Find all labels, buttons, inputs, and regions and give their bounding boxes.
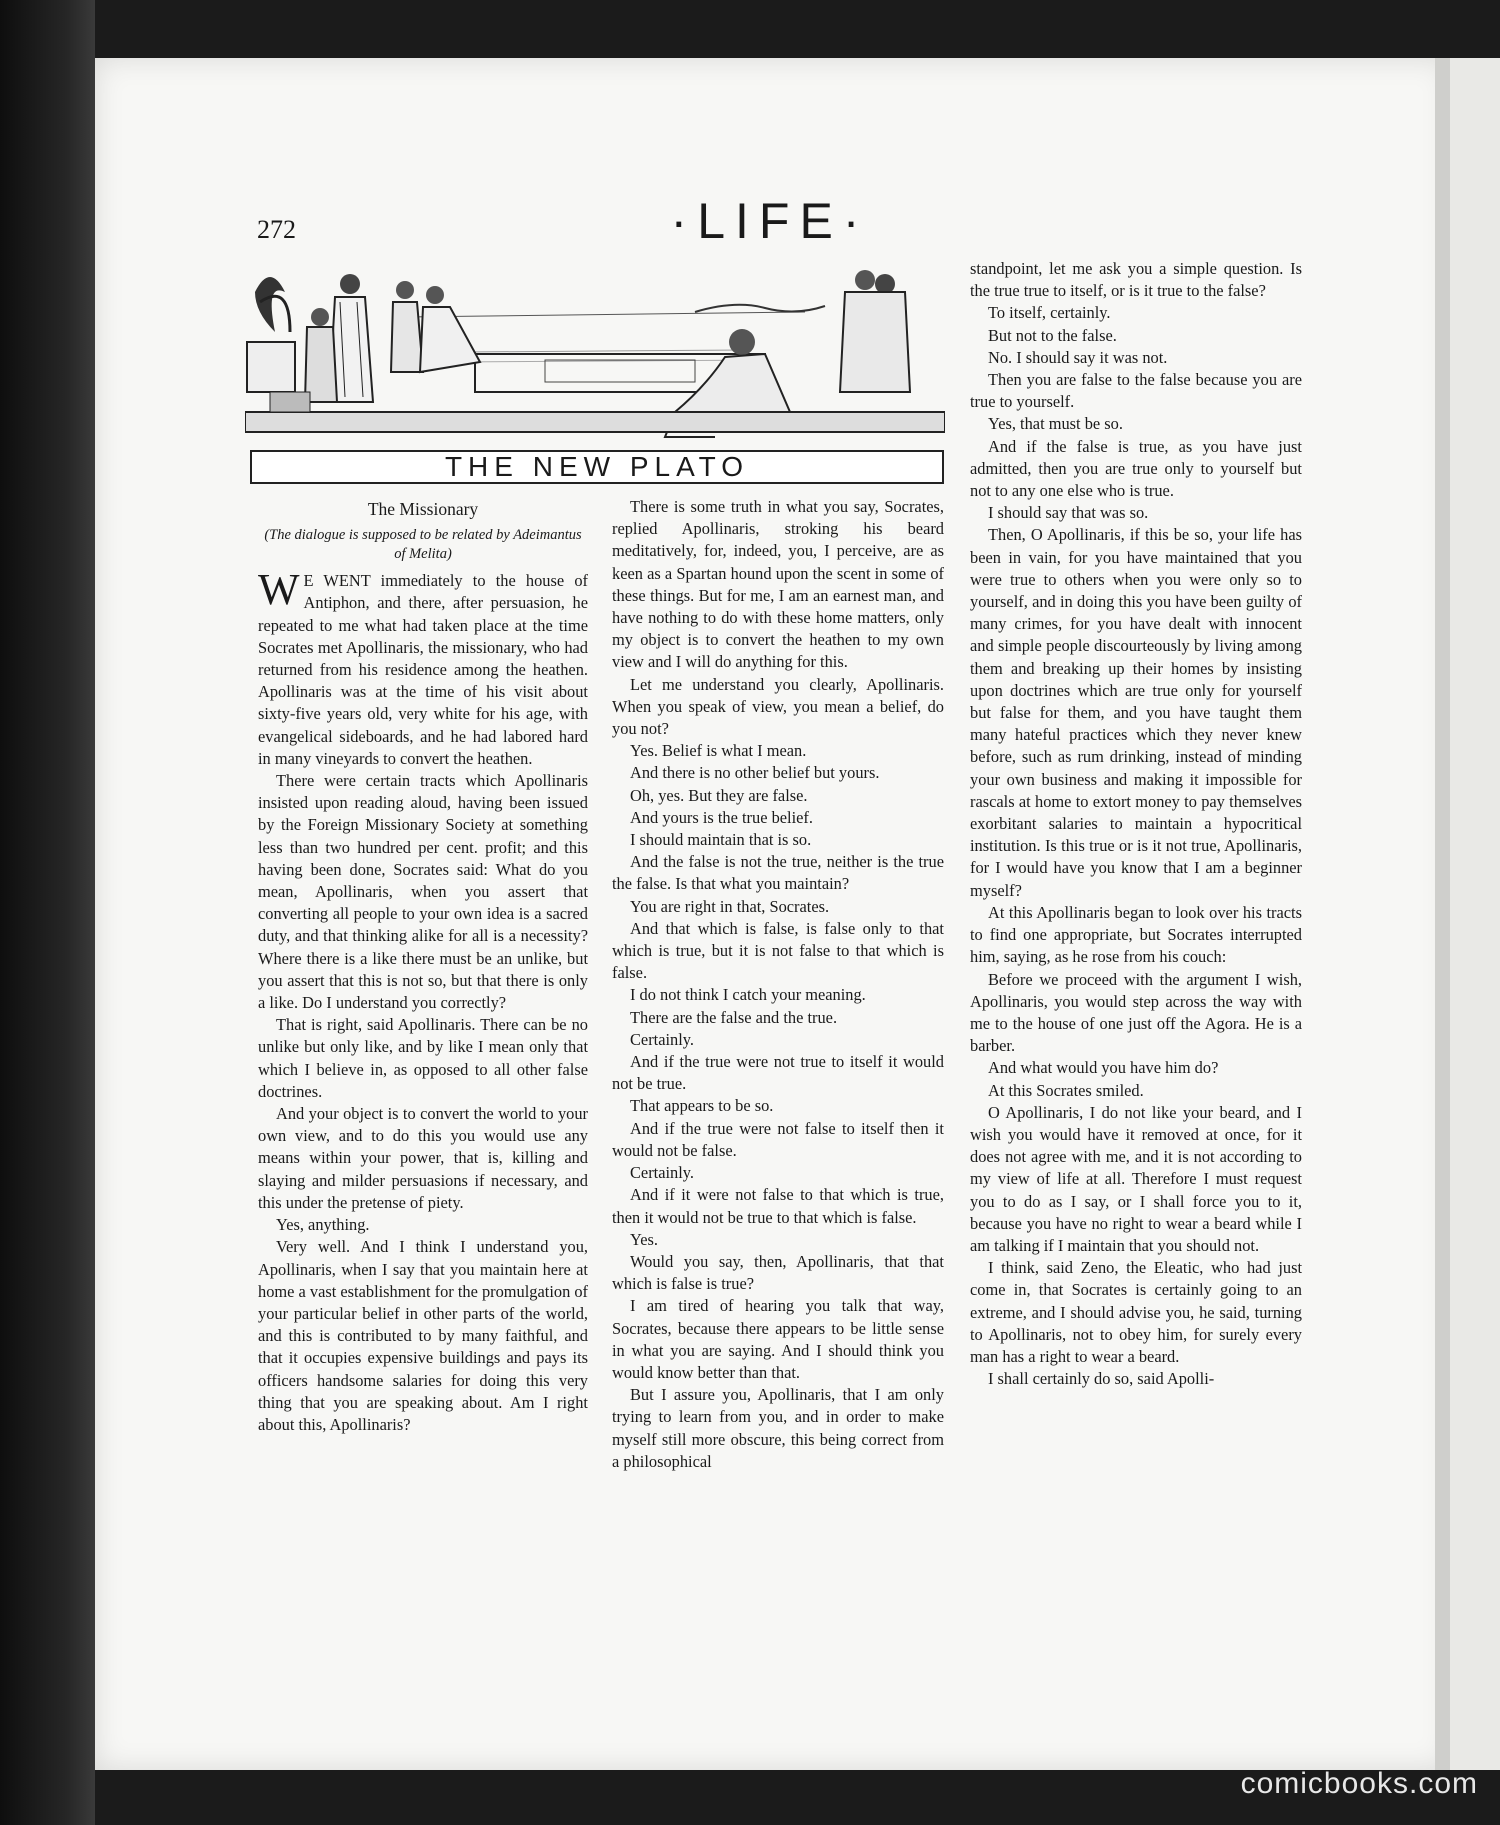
section-title: The Missionary: [367, 499, 479, 519]
paragraph: You are right in that, Socrates.: [630, 896, 830, 916]
paragraph: There is some truth in what you say, Socrates, replied Apollinaris, stroking his beard meditatively, for, indeed, you, I perceive, are as keen as a Spartan hound upon the scent in some of these things. But for me, I am an earnest man, and have nothing to do with these home matters, only my object is to convert the heathen to my own view and I will do anything for this.: [612, 497, 944, 672]
text-column-2: [612, 496, 944, 1473]
paragraph: And your object is to convert the world to your own view, and to do this you would use any means within your power, that is, killing and slaying and milder persuasions if necessary, and this under the pretense of piety.: [258, 1104, 588, 1212]
site-watermark: comicbooks.com: [1240, 1767, 1478, 1800]
paragraph: Let me understand you clearly, Apollinaris. When you speak of view, you mean a belief, do you not?: [612, 674, 944, 739]
paragraph: And what would you have him do?: [988, 1058, 1219, 1078]
paragraph: Before we proceed with the argument I wish, Apollinaris, you would step across the way with me to the house of one just off the Agora. He is a barber.: [970, 969, 1302, 1056]
paragraph: Yes, that must be so.: [988, 414, 1123, 434]
paragraph: And the false is not the true, neither is the true the false. Is that what you maintain?: [612, 852, 944, 894]
drop-cap: W: [258, 565, 300, 615]
paragraph: And there is no other belief but yours.: [630, 763, 880, 783]
paragraph: Yes.: [630, 1229, 658, 1249]
scan-dark-edge: [0, 0, 95, 1825]
paragraph: Then, O Apollinaris, if this be so, your life has been in vain, for you have maintained that you were true to others when you were only so to yourself, and in doing this you have been guilty of many crimes, for you have dealt with innocent and simple people discourteously by living among them and breaking up their homes by insisting upon doctrines which are true only for yourself but false for them, and you have taught them many hateful practices which they never knew before, such as rum drinking, instead of minding your own business and making it impossible for rascals at home to extort money to pay themselves exorbitant salaries to maintain a hypocritical institution. Is this true or is it not true, Apollinaris, for I would have you know that I am a beginner myself?: [970, 525, 1302, 900]
paragraph: I shall certainly do so, said Apolli-: [988, 1369, 1215, 1389]
masthead-title: ·LIFE·: [670, 193, 870, 249]
paragraph: standpoint, let me ask you a simple question. Is the true true to itself, or is it true to the false?: [970, 259, 1302, 301]
paragraph: O Apollinaris, I do not like your beard, and I wish you would have it removed at once, for it does not agree with me, and it is not according to my view of life at all. Therefore I must request you to do as I say, or I shall force you to it, because you have no right to wear a beard while I am talking if I maintain that you should not.: [970, 1102, 1302, 1255]
page-number: 272: [257, 215, 296, 244]
paragraph: There are the false and the true.: [630, 1007, 838, 1027]
text-column-1: [258, 496, 588, 1436]
paragraph: But not to the false.: [988, 325, 1117, 345]
paragraph: At this Socrates smiled.: [988, 1080, 1144, 1100]
paragraph: Oh, yes. But they are false.: [630, 785, 808, 805]
text-column-3: [970, 258, 1302, 1390]
paragraph: No. I should say it was not.: [988, 347, 1168, 367]
page-gutter: [1435, 58, 1450, 1770]
dialogue-subtitle: (The dialogue is supposed to be related by Adeimantus of Melita): [264, 527, 582, 563]
paragraph: And if the true were not false to itself then it would not be false.: [612, 1118, 944, 1160]
paragraph: And that which is false, is false only to that which is true, but it is not false to that which is false.: [612, 918, 944, 983]
paragraph: Would you say, then, Apollinaris, that that which is false is true?: [612, 1251, 944, 1294]
paragraph: Certainly.: [630, 1029, 695, 1049]
paragraph: I am tired of hearing you talk that way, Socrates, because there appears to be little sense in what you are saying. And I should think you would know better than that.: [612, 1296, 944, 1382]
paragraph: I should say that was so.: [988, 503, 1149, 523]
paragraph: At this Apollinaris began to look over his tracts to find one appropriate, but Socrates interrupted him, saying, as he rose from his couch:: [970, 902, 1302, 967]
paragraph: Very well. And I think I understand you, Apollinaris, when I say that you maintain here at home a vast establishment for the promulgation of your particular belief in other parts of the world, and this is contributed to by many faithful, and that it occupies expensive buildings and pays its officers handsome salaries for doing this very thing that you are speaking about. Am I right about this, Apollinaris?: [258, 1237, 589, 1434]
paragraph: And if it were not false to that which is true, then it would not be true to that which is false.: [612, 1185, 944, 1227]
paragraph: To itself, certainly.: [988, 303, 1111, 323]
paragraph: But I assure you, Apollinaris, that I am only trying to learn from you, and in order to make myself still more obscure, this being correct from a philosophical: [612, 1385, 944, 1471]
paragraph: Yes, anything.: [276, 1215, 370, 1235]
paragraph: Certainly.: [630, 1163, 695, 1183]
article-headline: THE NEW PLATO: [250, 450, 944, 484]
paragraph: That appears to be so.: [630, 1096, 774, 1116]
paragraph: I think, said Zeno, the Eleatic, who had just come in, that Socrates is certainly going to an extreme, and I should advise you, he said, turning to Apollinaris, not to obey him, for surely every man has a right to wear a beard.: [970, 1258, 1302, 1366]
paragraph: Then you are false to the false because you are true to yourself.: [970, 370, 1302, 412]
paragraph: There were certain tracts which Apollinaris insisted upon reading aloud, having been issued by the Foreign Missionary Society at something less than two hundred per cent. profit; and this having been done, Socrates said: What do you mean, Apollinaris, when you assert that converting all people to your own idea is a sacred duty, and that thinking alike for all is a necessity? Where there is a like there must be an unlike, but you assert that this is not so, but that there is only a like. Do I understand you correctly?: [258, 771, 588, 1013]
paragraph: And if the false is true, as you have just admitted, then you are true only to yourself but not to any one else who is true.: [970, 436, 1302, 501]
adjacent-page-edge: [1450, 58, 1500, 1770]
paragraph: Yes. Belief is what I mean.: [630, 741, 807, 761]
paragraph: I should maintain that is so.: [630, 830, 812, 850]
paragraph: And if the true were not true to itself it would not be true.: [612, 1052, 944, 1094]
header-illustration: [245, 262, 945, 480]
paragraph: That is right, said Apollinaris. There can be no unlike but only like, and by like I mean only that which I believe in, as opposed to all other false doctrines.: [258, 1015, 588, 1101]
paragraph: I do not think I catch your meaning.: [630, 985, 866, 1005]
paragraph: And yours is the true belief.: [630, 807, 813, 827]
paragraph: W E WENT immediately to the house of Antiphon, and there, after persuasion, he repeated to me what had taken place at the time Socrates met Apollinaris, the missionary, who had returned from his residence among the heathen. Apollinaris was at the time of his visit about sixty-five years old, very white for his age, with evangelical sideboards, and he had labored hard in many vineyards to convert the heathen.: [258, 565, 588, 768]
